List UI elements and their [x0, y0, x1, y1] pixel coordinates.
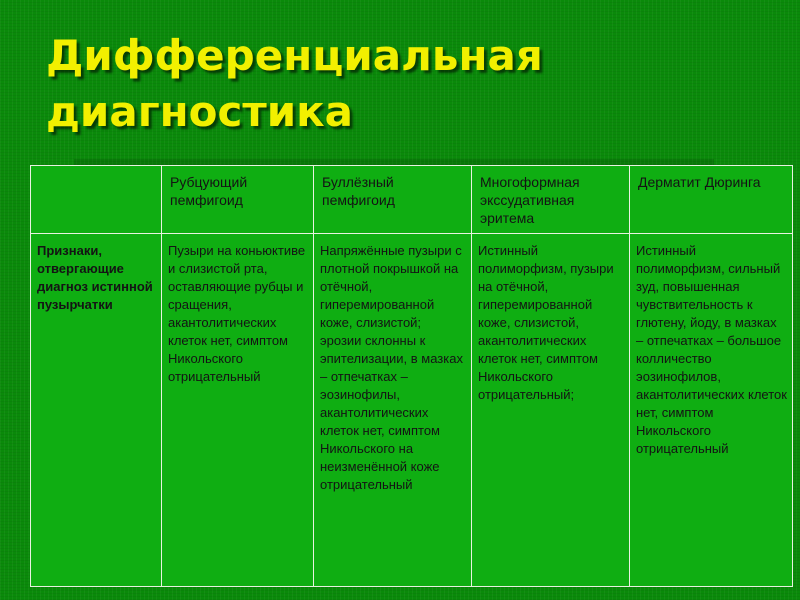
table-header-row — [31, 166, 793, 234]
slide-title: Дифференциальная диагностика — [46, 31, 543, 136]
cell-bullous-pemphigoid: Напряжённые пузыри с плотной покрышкой на отёчной, гиперемированной коже, слизистой; эрозии склонны к эпителизации, в мазках – отпечатках – эозинофилы, акантолитических клеток нет, симптом Никольского на неизменённой коже отрицательный — [314, 234, 472, 587]
table-row — [31, 234, 793, 587]
diagnosis-table — [30, 165, 793, 587]
cell-dermatitis-herpetiformis: Истинный полиморфизм, сильный зуд, повышенная чувствительность к глютену, йоду, в мазках – отпечатках – большое колличество эозинофилов, акантолитических клеток нет, симптом Никольского отрицательный — [630, 234, 793, 587]
cell-scarring-pemphigoid: Пузыри на коньюктиве и слизистой рта, оставляющие рубцы и сращения, акантолитических клеток нет, симптом Никольского отрицательный — [162, 234, 314, 587]
row-label-cell: Признаки, отвергающие диагноз истинной пузырчатки — [31, 234, 162, 587]
header-cell-empty — [31, 166, 162, 234]
cell-erythema-multiforme: Истинный полиморфизм, пузыри на отёчной, гиперемированной коже, слизистой, акантолитических клеток нет, симптом Никольского отрицательный; — [472, 234, 630, 587]
header-cell-erythema-multiforme: Многоформная экссудативная эритема — [472, 166, 630, 234]
header-cell-bullous-pemphigoid: Буллёзный пемфигоид — [314, 166, 472, 234]
header-cell-scarring-pemphigoid: Рубцующий пемфигоид — [162, 166, 314, 234]
header-cell-dermatitis-herpetiformis: Дерматит Дюринга — [630, 166, 793, 234]
